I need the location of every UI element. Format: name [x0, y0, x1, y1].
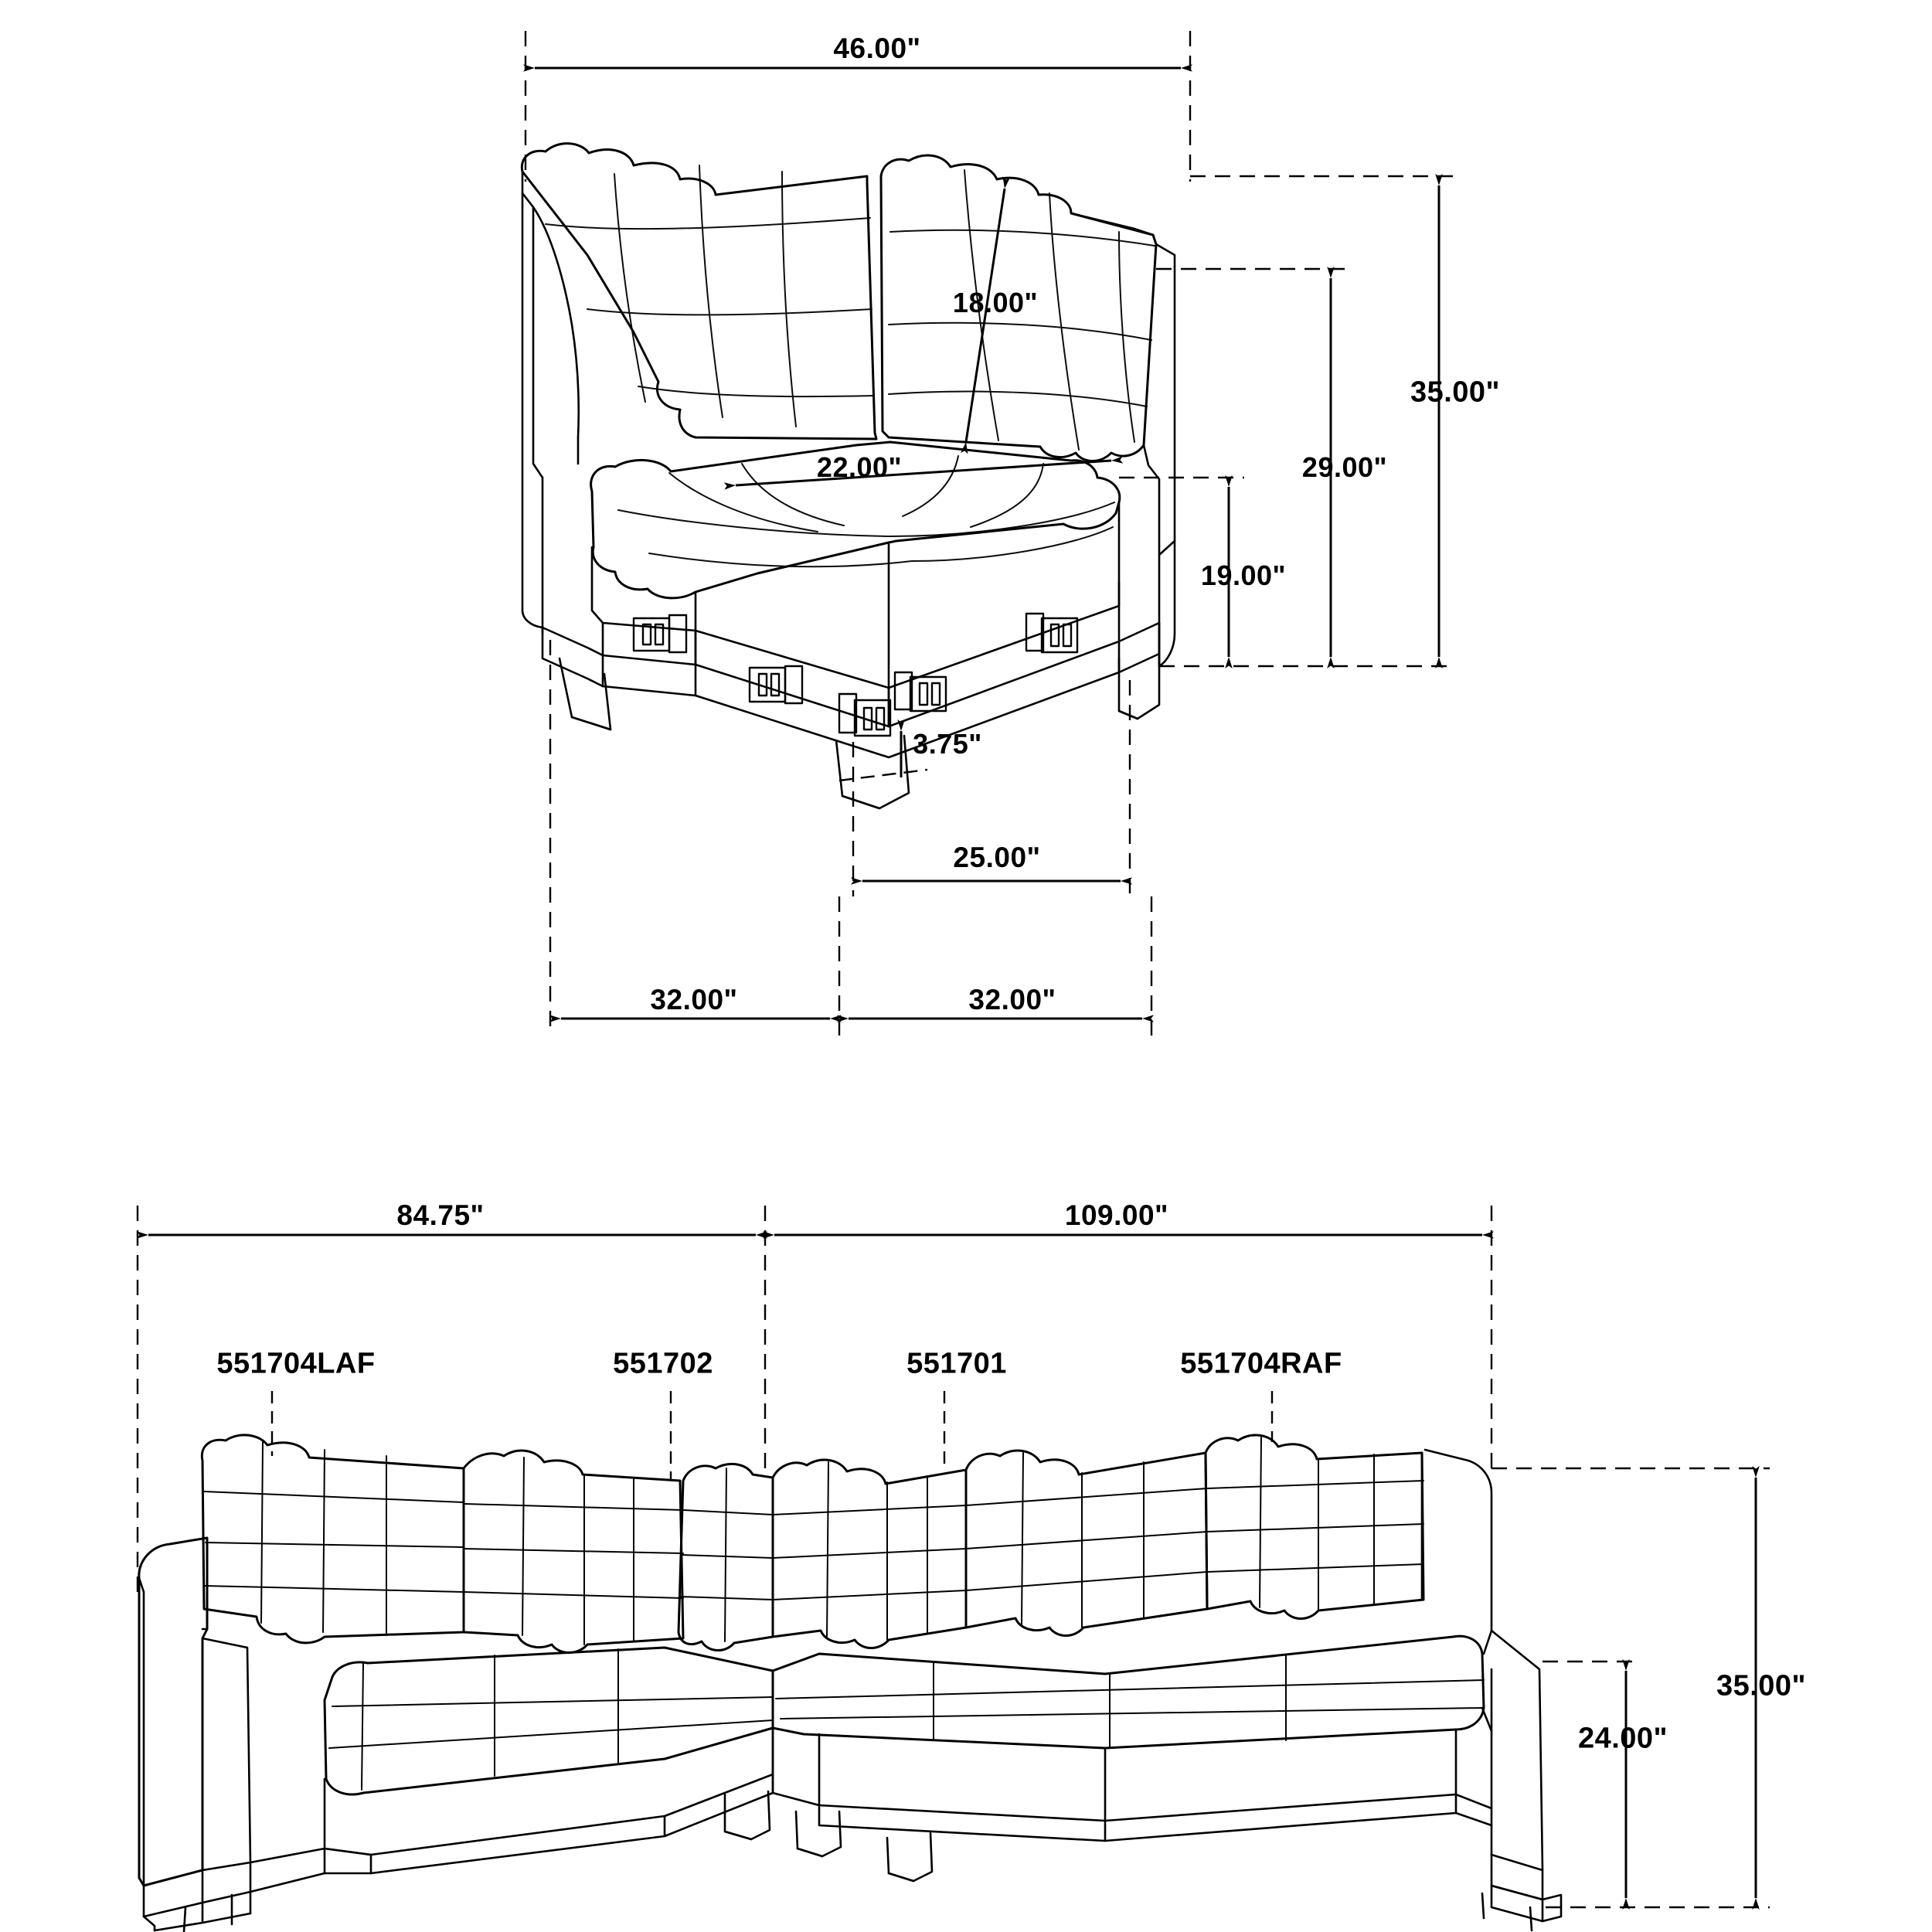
dim-right-span-109: 109.00"	[1064, 1199, 1169, 1231]
sectional-drawing	[139, 1435, 1561, 1932]
dim-leg-375: 3.75"	[913, 728, 982, 760]
part-label-551702: 551702	[613, 1347, 713, 1380]
dim-seat-back-18: 18.00"	[952, 287, 1039, 318]
dim-side-left-32: 32.00"	[650, 984, 738, 1015]
dim-overall-height-35: 35.00"	[1716, 1669, 1807, 1702]
dim-width-46: 46.00"	[833, 32, 921, 64]
dim-depth-22: 22.00"	[816, 451, 903, 483]
dim-side-right-32: 32.00"	[968, 984, 1056, 1015]
dim-height-35: 35.00"	[1410, 376, 1501, 409]
dim-height-19: 19.00"	[1200, 560, 1287, 591]
part-label-551701: 551701	[906, 1347, 1007, 1380]
part-label-551704raf: 551704RAF	[1180, 1347, 1342, 1380]
part-label-551704laf: 551704LAF	[216, 1347, 376, 1380]
dim-height-29: 29.00"	[1301, 451, 1388, 483]
dim-left-span-8475: 84.75"	[396, 1199, 485, 1231]
dim-seat-height-24: 24.00"	[1577, 1722, 1668, 1755]
dim-front-25: 25.00"	[953, 842, 1041, 873]
